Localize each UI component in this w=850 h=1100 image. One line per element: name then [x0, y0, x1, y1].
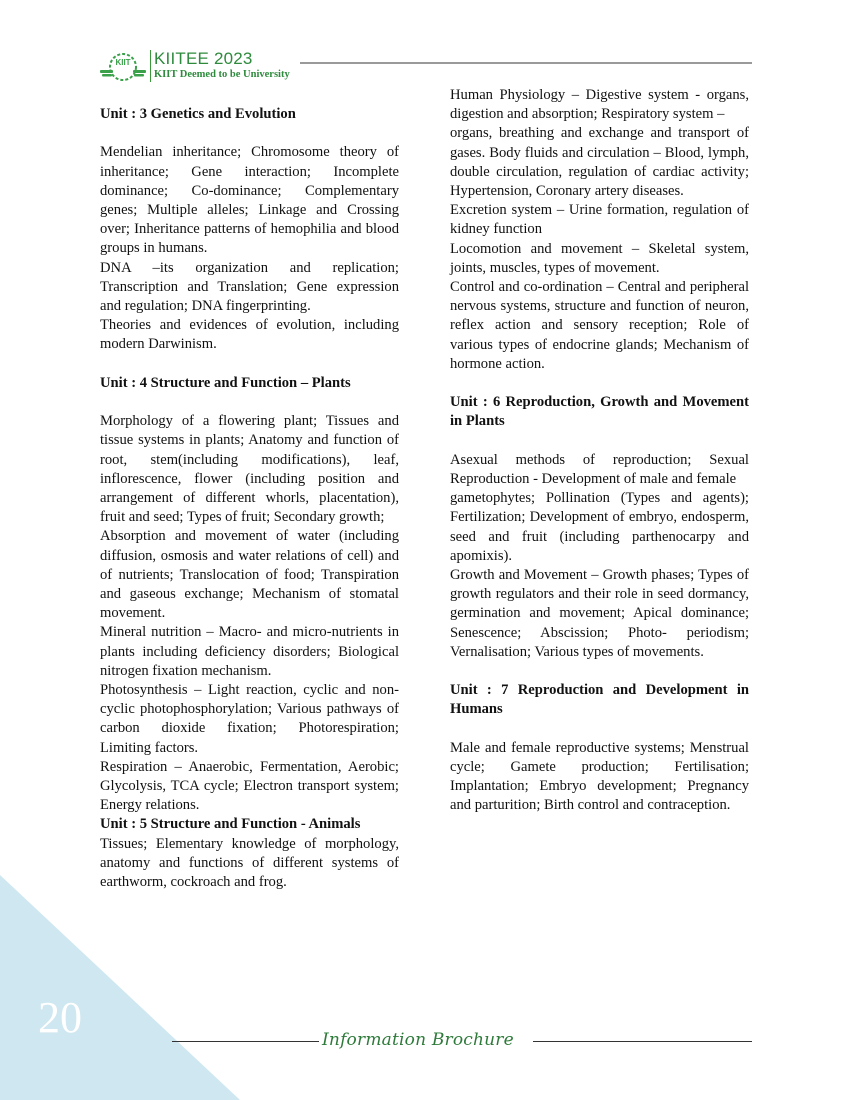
unit3-para-1: Mendelian inheritance; Chromosome theory of inheritance; Gene interaction; Incomplete dominance; Co-dominance; Complementary genes; Multiple alleles; Linkage and Crossing over; Inheritance patterns of hemophilia and blood groups in humans. [100, 144, 399, 257]
page-number: 20 [38, 993, 82, 1042]
unit5-para-1: Tissues; Elementary knowledge of morphology, anatomy and functions of different systems of earthworm, cockroach and frog. [100, 835, 399, 891]
kiit-logo [100, 50, 146, 82]
kiit-logo-text: KIIT [115, 58, 131, 67]
unit5-heading: Unit : 5 Structure and Function - Animals [100, 816, 361, 833]
unit3-para-2: DNA –its organization and replication; Transcription and Translation; Gene expression and regulation; DNA fingerprinting. [100, 259, 399, 315]
logo-divider [150, 50, 151, 82]
kiit-logo-icon [100, 50, 146, 82]
unit4-para-1: Morphology of a flowering plant; Tissues and tissue systems in plants; Anatomy and function of root, stem(including modifications), leaf, inflorescence, flower (including position and arrangement of different whorls, placentation), fruit and seed; Types of fruit; Secondary growth; [100, 413, 399, 526]
unit5-cont-para-2: organs, breathing and exchange and transport of gases. Body fluids and circulation – Blood, lymph, double circulation, regulation of cardiac activity; Hypertension, Coronary artery diseases. [450, 125, 749, 200]
unit4-para-5: Respiration – Anaerobic, Fermentation, Aerobic; Glycolysis, TCA cycle; Electron transport system; Energy relations. [100, 758, 399, 814]
footer-rule-right [533, 1041, 752, 1042]
footer-title: Information Brochure [322, 1030, 514, 1050]
unit6-para-3: Growth and Movement – Growth phases; Types of growth regulators and their role in seed dormancy, germination and movement; Apical dominance; Senescence; Abscission; Photo- periodism; Vernalisation; Various types of movements. [450, 567, 749, 660]
footer-rule-left [172, 1041, 319, 1042]
right-column [450, 86, 749, 816]
unit4-para-2: Absorption and movement of water (including diffusion, osmosis and water relations of cell) and of nutrients; Translocation of food; Transpiration and gaseous exchange; Mechanism of stomatal movement. [100, 528, 399, 622]
corner-triangle [0, 875, 240, 1100]
header-title: KIITEE 2023 [154, 49, 253, 68]
unit6-para-2: gametophytes; Pollination (Types and agents); Fertilization; Development of embryo, endosperm, seed and fruit (including parthenocarpy and apomixis). [450, 490, 749, 564]
unit5-cont-para-3: Excretion system – Urine formation, regulation of kidney function [450, 202, 749, 238]
left-column [100, 105, 399, 892]
unit4-para-3: Mineral nutrition – Macro- and micro-nutrients in plants including deficiency disorders; Biological nitrogen fixation mechanism. [100, 624, 399, 679]
unit3-heading: Unit : 3 Genetics and Evolution [100, 106, 296, 122]
unit5-cont-para-5: Control and co-ordination – Central and peripheral nervous systems, structure and function of neuron, reflex action and sensory reception; Role of various types of endocrine glands; Mechanism of hormone action. [450, 279, 749, 372]
header-subtitle: KIIT Deemed to be University [154, 69, 290, 80]
unit4-heading: Unit : 4 Structure and Function – Plants [100, 374, 351, 391]
unit4-para-4: Photosynthesis – Light reaction, cyclic and non-cyclic photophosphorylation; Various pathways of carbon dioxide fixation; Photorespiration; Limiting factors. [100, 682, 399, 756]
unit7-heading: Unit : 7 Reproduction and Development in Humans [450, 682, 749, 718]
unit6-heading: Unit : 6 Reproduction, Growth and Movement in Plants [450, 394, 749, 430]
header-rule [300, 62, 752, 64]
unit6-para-1: Asexual methods of reproduction; Sexual Reproduction - Development of male and female [450, 451, 749, 488]
unit3-para-3: Theories and evidences of evolution, including modern Darwinism. [100, 317, 399, 353]
unit7-para-1: Male and female reproductive systems; Menstrual cycle; Gamete production; Fertilisation; Implantation; Embryo development; Pregnancy and parturition; Birth control and contraception. [450, 739, 749, 814]
unit5-cont-para-1: Human Physiology – Digestive system - organs, digestion and absorption; Respiratory system – [450, 87, 749, 123]
unit5-cont-para-4: Locomotion and movement – Skeletal system, joints, muscles, types of movement. [450, 240, 749, 276]
